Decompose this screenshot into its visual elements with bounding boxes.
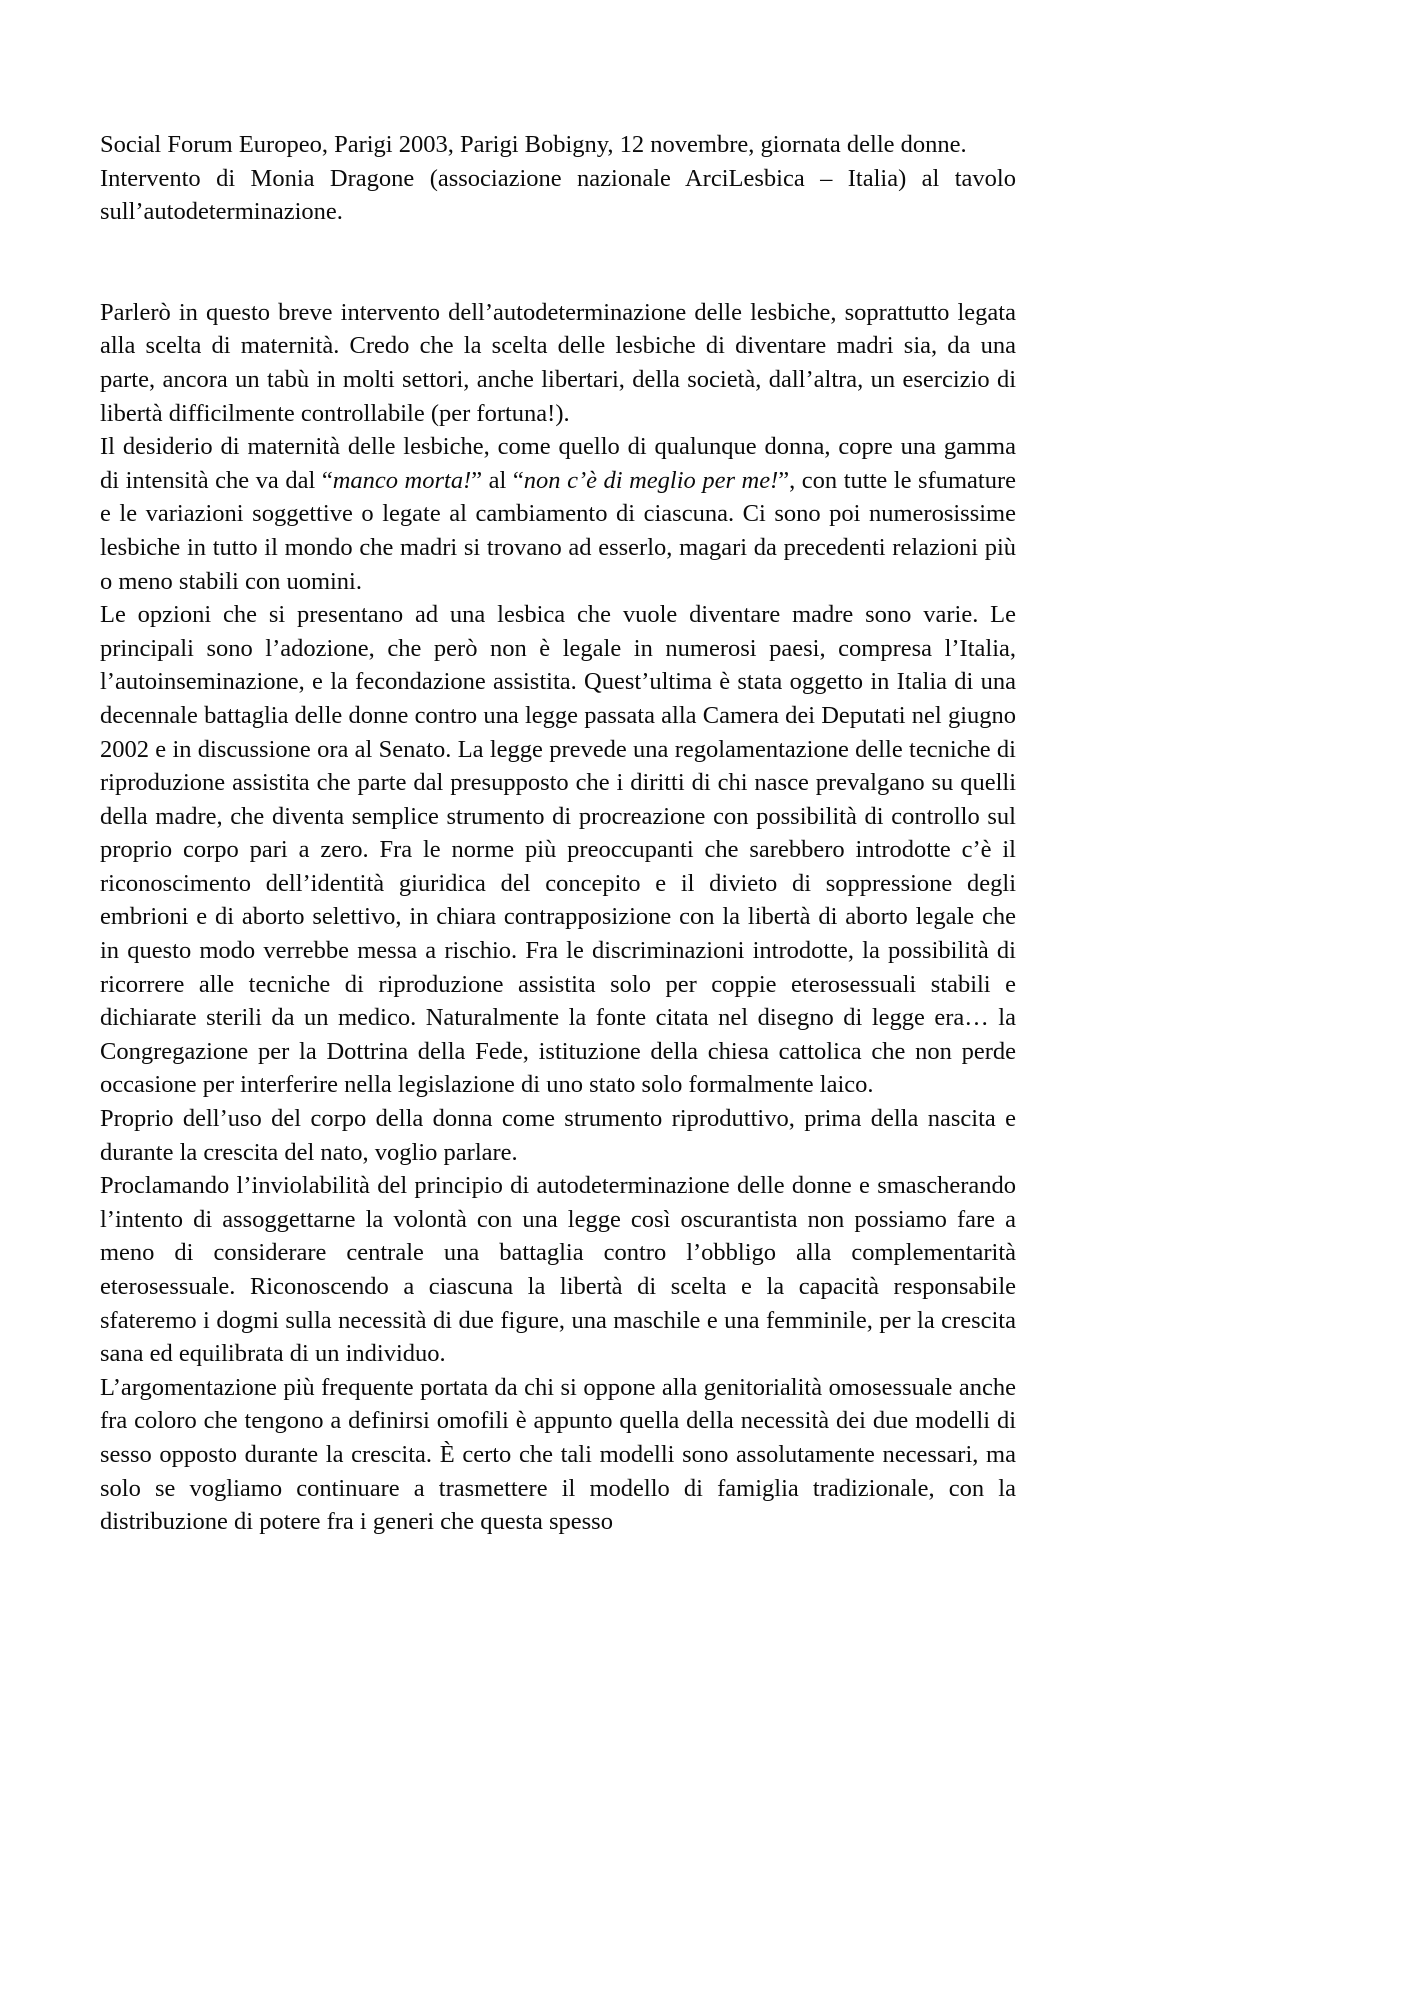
body-paragraph-1: Parlerò in questo breve intervento dell’autodeterminazione delle lesbiche, soprattutto legata alla scelta di maternità. Credo che la scelta delle lesbiche di diventare madri sia, da una parte, ancora un tabù in molti settori, anche libertari, della società, dall’altra, un esercizio di libertà difficilmente controllabile (per fortuna!). — [100, 298, 1016, 427]
body-paragraph-6: L’argomentazione più frequente portata da chi si oppone alla genitorialità omosessuale anche fra coloro che tengono a definirsi omofili è appunto quella della necessità dei due modelli di sesso opposto durante la crescita. È certo che tali modelli sono assolutamente necessari, ma solo se vogliamo continuare a trasmettere il modello di famiglia tradizionale, con la distribuzione di potere fra i generi che questa spesso — [100, 1373, 1016, 1536]
body-paragraph-3: Le opzioni che si presentano ad una lesbica che vuole diventare madre sono varie. Le principali sono l’adozione, che però non è legale in numerosi paesi, compresa l’Italia, l’autoinseminazione, e la fecondazione assistita. Quest’ultima è stata oggetto in Italia di una decennale battaglia delle donne contro una legge passata alla Camera dei Deputati nel giugno 2002 e in discussione ora al Senato. La legge prevede una regolamentazione delle tecniche di riproduzione assistita che parte dal presupposto che i diritti di chi nasce prevalgano su quelli della madre, che diventa semplice strumento di procreazione con possibilità di controllo sul proprio corpo pari a zero. Fra le norme più preoccupanti che sarebbero introdotte c’è il riconoscimento dell’identità giuridica del concepito e il divieto di soppressione degli embrioni e di aborto selettivo, in chiara contrapposizione con la libertà di aborto legale che in questo modo verrebbe messa a rischio. Fra le discriminazioni introdotte, la possibilità di ricorrere alle tecniche di riproduzione assistita solo per coppie eterosessuali stabili e dichiarate sterili da un medico. Naturalmente la fonte citata nel disegno di legge era… la Congregazione per la Dottrina della Fede, istituzione della chiesa cattolica che non perde occasione per interferire nella legislazione di uno stato solo formalmente laico. — [100, 601, 1016, 1099]
paragraph-2-segment-a: Il desiderio di maternità delle lesbiche, come quello di qualunque donna, copre una gamma di intensità che va dal “ — [100, 433, 1016, 494]
body-paragraph-4: Proprio dell’uso del corpo della donna come strumento riproduttivo, prima della nascita e durante la crescita del nato, voglio parlare. — [100, 1105, 1016, 1166]
header-body-spacer — [100, 229, 1016, 296]
body-paragraph-5: Proclamando l’inviolabilità del principio di autodeterminazione delle donne e smascherando l’intento di assoggettarne la volontà con una legge così oscurantista non possiamo fare a meno di considerare centrale una battaglia contro l’obbligo alla complementarità eterosessuale. Riconoscendo a ciascuna la libertà di scelta e la capacità responsabile sfateremo i dogmi sulla necessità di due figure, una maschile e una femminile, per la crescita sana ed equilibrata di un individuo. — [100, 1172, 1016, 1368]
header-line-2: Intervento di Monia Dragone (associazione nazionale ArciLesbica – Italia) al tavolo sull’autodeterminazione. — [100, 164, 1016, 226]
paragraph-2-segment-b: ” al “ — [471, 466, 524, 494]
body-paragraph-2 — [100, 430, 1016, 598]
header-line-1: Social Forum Europeo, Parigi 2003, Parigi Bobigny, 12 novembre, giornata delle donne. — [100, 131, 967, 158]
paragraph-2-segment-c: ”, con tutte le sfumature e le variazioni soggettive o legate al cambiamento di ciascuna. Ci sono poi numerosissime lesbiche in tutto il mondo che madri si trovano ad esserlo, magari da precedenti relazioni più o meno stabili con uomini. — [100, 466, 1016, 595]
quote-manco-morta: manco morta! — [332, 466, 472, 494]
quote-non-ce-di-meglio: non c’è di meglio per me! — [523, 466, 779, 494]
document-text-column — [100, 128, 1016, 1539]
